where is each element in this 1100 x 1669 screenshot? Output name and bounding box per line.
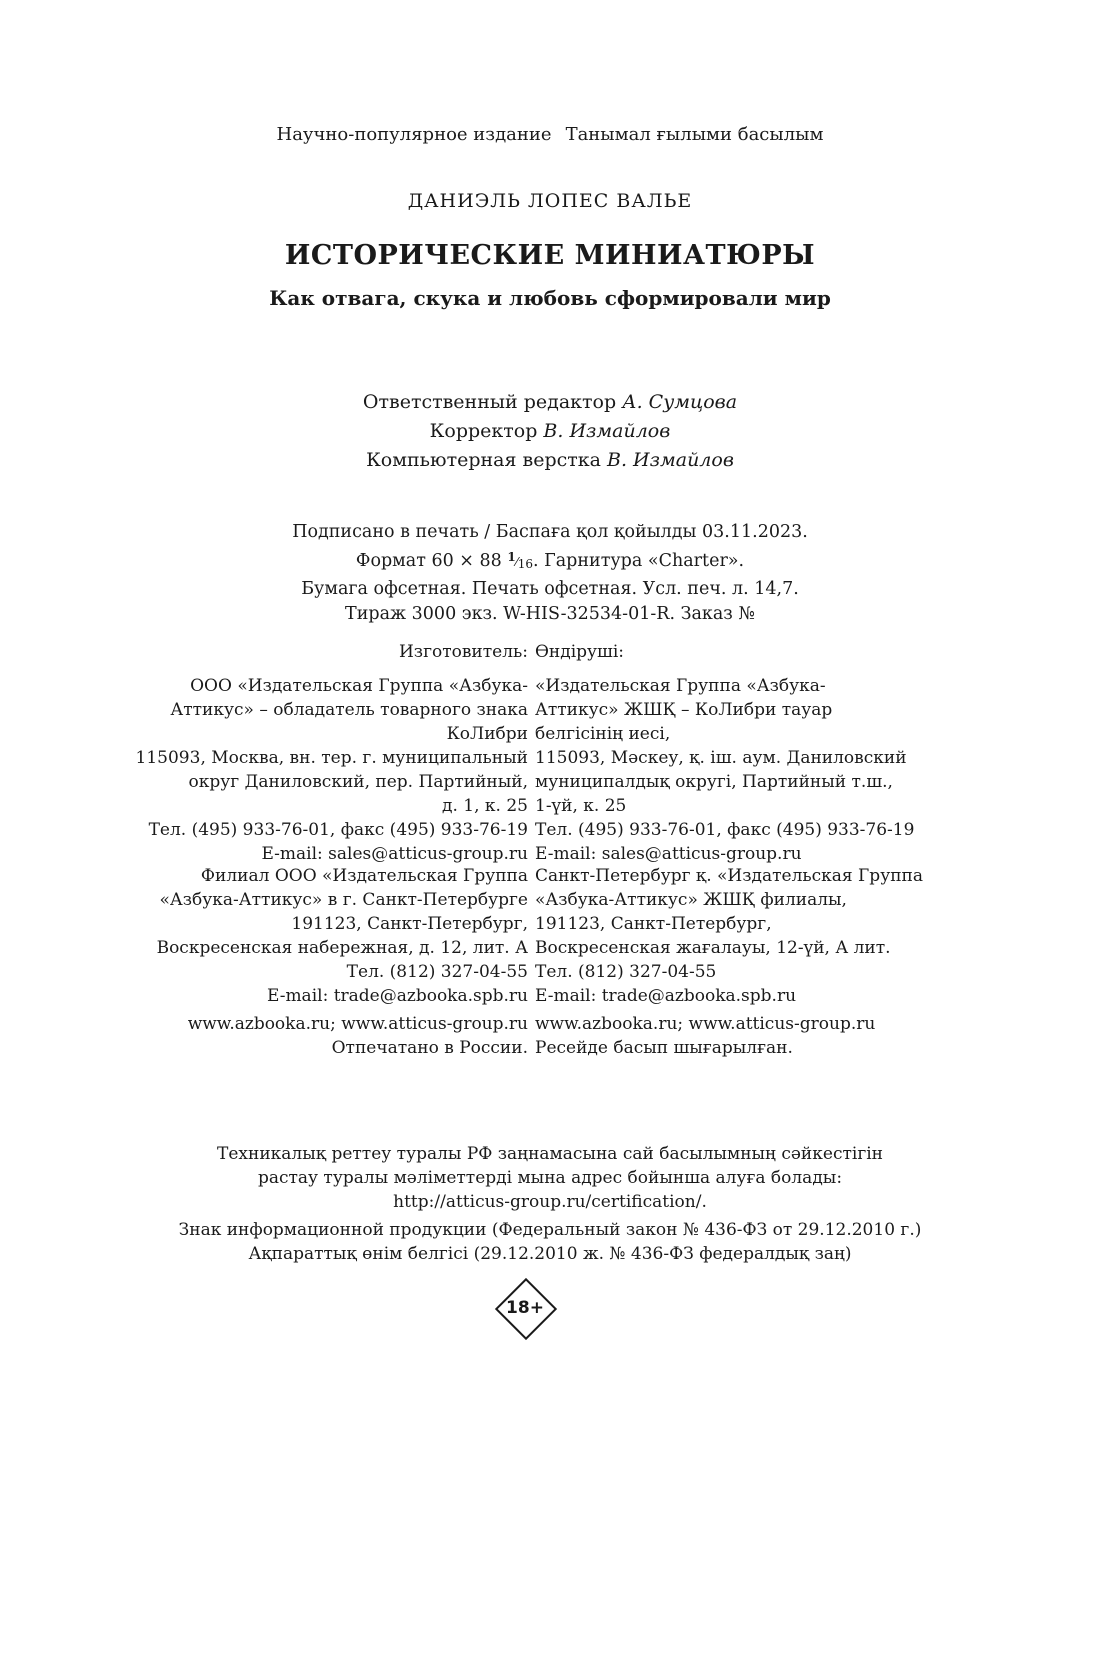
address-line: ООО «Издательская Группа «Азбука- bbox=[190, 676, 528, 696]
fraction-denominator: 16 bbox=[517, 557, 534, 571]
age-rating-label: 18+ bbox=[506, 1298, 544, 1318]
book-title: ИСТОРИЧЕСКИЕ МИНИАТЮРЫ bbox=[284, 240, 816, 271]
web-links-ru bbox=[188, 1012, 528, 1060]
credit-name: А. Сумцова bbox=[622, 391, 738, 413]
manufacturer-address-kz bbox=[535, 674, 914, 866]
edition-type-ru: Научно-популярное издание bbox=[276, 124, 552, 145]
info-product-notice bbox=[0, 1218, 1100, 1266]
print-paper: Бумага офсетная. Печать офсетная. Усл. печ. л. 14,7. bbox=[301, 579, 799, 599]
address-line: Тел. (812) 327-04-55 bbox=[535, 962, 717, 982]
edition-type bbox=[0, 124, 1100, 145]
print-info bbox=[0, 520, 1100, 627]
address-line: E-mail: sales@atticus-group.ru bbox=[535, 844, 802, 864]
credit-role: Компьютерная верстка bbox=[366, 449, 601, 471]
address-line: муниципалдық округі, Партийный т.ш., bbox=[535, 772, 893, 792]
address-line: E-mail: trade@azbooka.spb.ru bbox=[535, 986, 797, 1006]
info-product-line-ru: Знак информационной продукции (Федеральный закон № 436-ФЗ от 29.12.2010 г.) bbox=[178, 1220, 922, 1240]
address-line: белгісінің иесі, bbox=[535, 724, 671, 744]
edition-type-kz: Танымал ғылыми басылым bbox=[565, 124, 824, 145]
format-fraction bbox=[507, 550, 534, 571]
credit-line bbox=[0, 446, 1100, 475]
address-line: округ Даниловский, пер. Партийный, bbox=[188, 772, 528, 792]
credit-line bbox=[0, 417, 1100, 446]
certification-notice bbox=[0, 1142, 1100, 1214]
address-line: Отпечатано в России. bbox=[331, 1038, 528, 1058]
address-line: Аттикус» ЖШҚ – КоЛибри тауар bbox=[535, 700, 833, 720]
address-line: Тел. (812) 327-04-55 bbox=[346, 962, 528, 982]
credit-name: В. Измайлов bbox=[607, 449, 734, 471]
manufacturer-heading-kz: Өндіруші: bbox=[535, 642, 625, 662]
manufacturer-address-ru bbox=[136, 674, 528, 866]
address-line: д. 1, к. 25 bbox=[442, 796, 528, 816]
info-product-line-kz: Ақпараттық өнім белгісі (29.12.2010 ж. № 436-ФЗ федералдық заң) bbox=[248, 1244, 852, 1264]
address-line: Тел. (495) 933-76-01, факс (495) 933-76-19 bbox=[148, 820, 528, 840]
credit-role: Ответственный редактор bbox=[362, 391, 617, 413]
address-line: Санкт-Петербург қ. «Издательская Группа bbox=[535, 866, 923, 886]
book-subtitle: Как отвага, скука и любовь сформировали мир bbox=[269, 286, 831, 310]
credit-line bbox=[0, 388, 1100, 417]
address-line: Ресейде басып шығарылған. bbox=[535, 1038, 793, 1058]
address-line: E-mail: trade@azbooka.spb.ru bbox=[266, 986, 528, 1006]
address-line: www.azbooka.ru; www.atticus-group.ru bbox=[535, 1014, 876, 1034]
print-run: Тираж 3000 экз. W-HIS-32534-01-R. Заказ № bbox=[345, 604, 755, 624]
address-line: «Азбука-Аттикус» ЖШҚ филиалы, bbox=[535, 890, 847, 910]
format-typeface: . Гарнитура «Charter». bbox=[533, 551, 745, 571]
address-line: КоЛибри bbox=[446, 724, 528, 744]
manufacturer-ru bbox=[135, 640, 528, 1060]
web-links-kz bbox=[535, 1012, 875, 1060]
credit-name: В. Измайлов bbox=[543, 420, 671, 442]
address-line: Тел. (495) 933-76-01, факс (495) 933-76-19 bbox=[535, 820, 915, 840]
branch-address-ru bbox=[157, 864, 528, 1008]
address-line: Аттикус» – обладатель товарного знака bbox=[170, 700, 528, 720]
address-line: E-mail: sales@atticus-group.ru bbox=[261, 844, 528, 864]
book-author: ДАНИЭЛЬ ЛОПЕС ВАЛЬЕ bbox=[407, 190, 693, 212]
print-format bbox=[0, 545, 1100, 577]
credit-role: Корректор bbox=[429, 420, 538, 442]
address-line: 115093, Мәскеу, қ. іш. аум. Даниловский bbox=[535, 748, 907, 768]
format-size: Формат 60 × 88 bbox=[355, 551, 508, 571]
credits bbox=[0, 388, 1100, 475]
certification-line: растау туралы мәліметтерді мына адрес бойынша алуға болады: bbox=[257, 1168, 843, 1188]
certification-url: http://atticus-group.ru/certification/. bbox=[393, 1192, 707, 1212]
manufacturer-heading-ru: Изготовитель: bbox=[398, 642, 528, 662]
address-line: Воскресенская набережная, д. 12, лит. А bbox=[156, 938, 528, 958]
address-line: 191123, Санкт-Петербург, bbox=[291, 914, 528, 934]
address-line: 191123, Санкт-Петербург, bbox=[535, 914, 772, 934]
age-rating-badge bbox=[496, 1279, 554, 1337]
print-signed: Подписано в печать / Баспаға қол қойылды 03.11.2023. bbox=[292, 522, 808, 542]
address-line: «Азбука-Аттикус» в г. Санкт-Петербурге bbox=[159, 890, 528, 910]
address-line: Филиал ООО «Издательская Группа bbox=[200, 866, 528, 886]
certification-line: Техникалық реттеу туралы РФ заңнамасына сай басылымның сәйкестігін bbox=[217, 1144, 883, 1164]
address-line: 115093, Москва, вн. тер. г. муниципальный bbox=[135, 748, 528, 768]
address-line: «Издательская Группа «Азбука- bbox=[535, 676, 826, 696]
address-line: Воскресенская жағалауы, 12-үй, А лит. bbox=[535, 938, 891, 958]
address-line: 1-үй, к. 25 bbox=[535, 796, 627, 816]
address-line: www.azbooka.ru; www.atticus-group.ru bbox=[187, 1014, 528, 1034]
manufacturer-kz bbox=[535, 640, 923, 1060]
fraction-numerator: 1 bbox=[507, 550, 516, 564]
branch-address-kz bbox=[535, 864, 923, 1008]
fraction-slash: ⁄ bbox=[515, 555, 518, 569]
